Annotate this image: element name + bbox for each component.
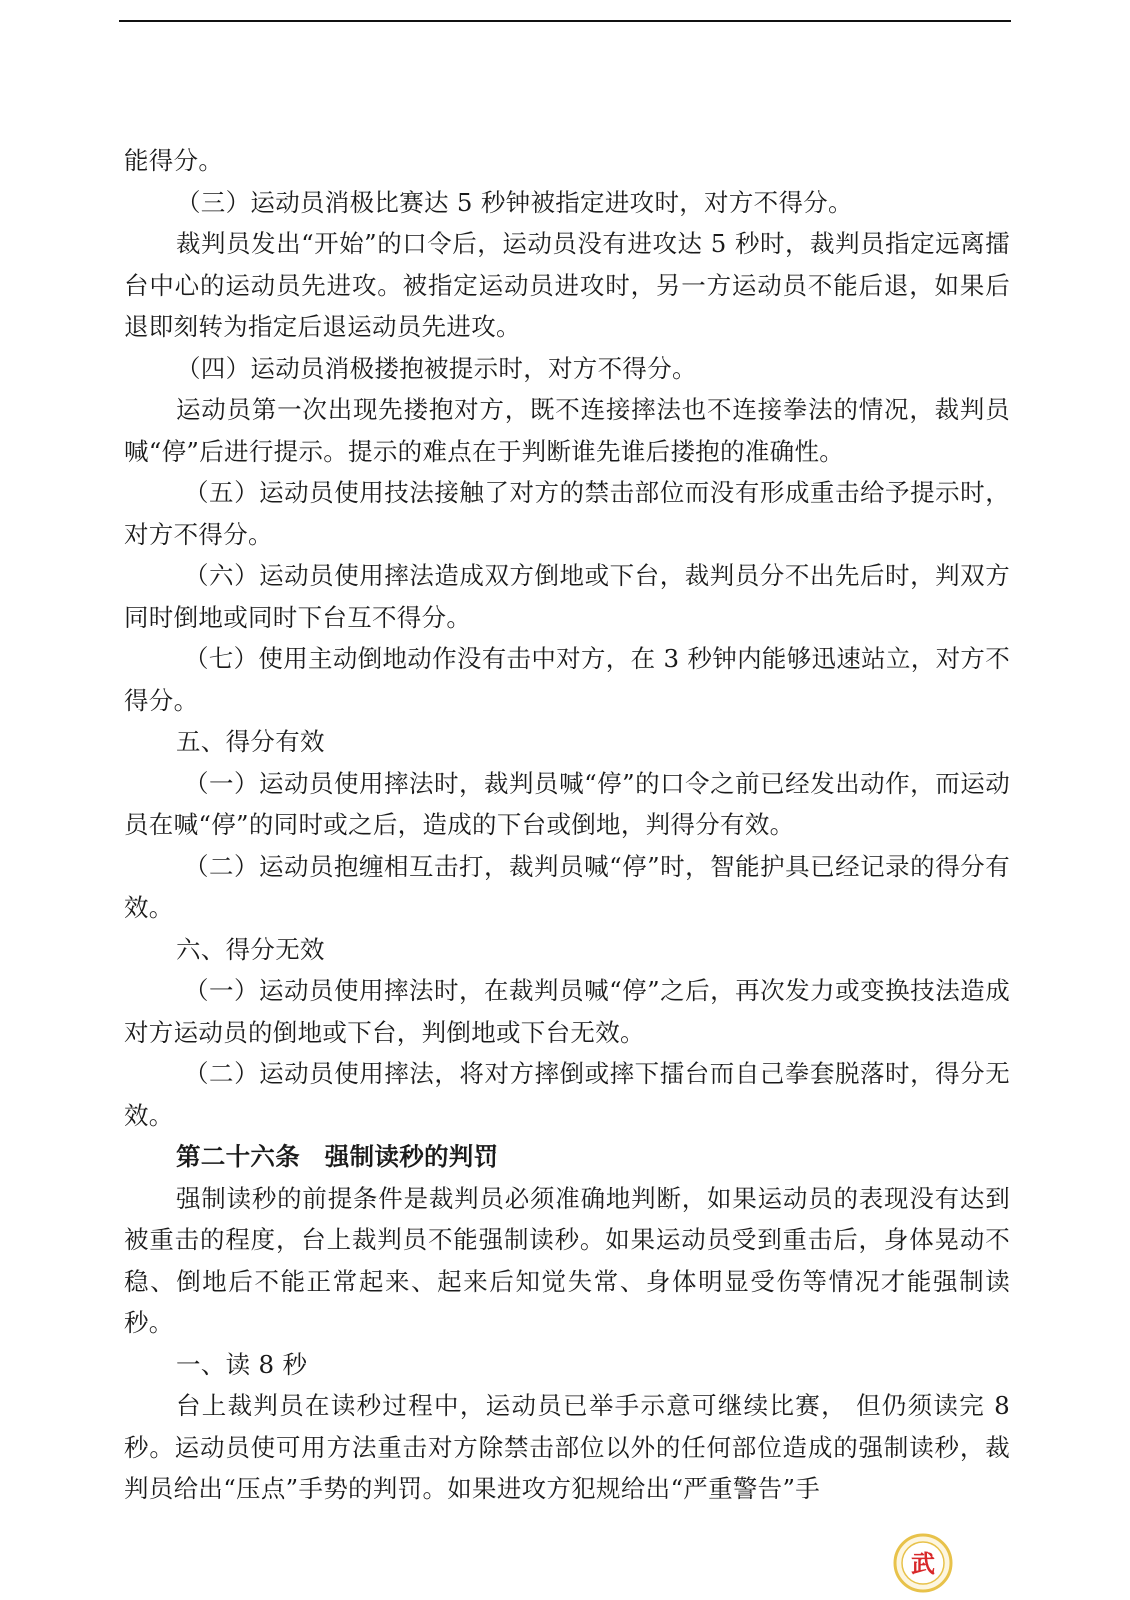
paragraph: （四）运动员消极搂抱被提示时，对方不得分。	[176, 353, 697, 383]
paragraph: 台上裁判员在读秒过程中，运动员已举手示意可继续比赛， 但仍须读完 8 秒。运动员使可用方法重击对方除禁击部位以外的任何部位造成的强制读秒，裁判员给出“压点”手势的判罚。如果进攻方犯规给出“严重警告”手	[124, 1391, 1010, 1503]
wushu-emblem-icon	[893, 1533, 953, 1593]
paragraph: （六）运动员使用摔法造成双方倒地或下台，裁判员分不出先后时，判双方同时倒地或同时下台互不得分。	[124, 561, 1010, 632]
paragraph: （三）运动员消极比赛达 5 秒钟被指定进攻时，对方不得分。	[176, 187, 853, 217]
header-rule	[119, 20, 1011, 22]
section-heading: 五、得分有效	[176, 727, 325, 756]
section-heading: 一、读 8 秒	[176, 1349, 308, 1379]
document-body	[124, 140, 1010, 1510]
article-heading: 第二十六条 强制读秒的判罚	[176, 1142, 499, 1171]
paragraph: （七）使用主动倒地动作没有击中对方，在 3 秒钟内能够迅速站立，对方不得分。	[124, 644, 1010, 715]
paragraph: （五）运动员使用技法接触了对方的禁击部位而没有形成重击给予提示时，对方不得分。	[124, 478, 1010, 549]
paragraph: （一）运动员使用摔法时，在裁判员喊“停”之后，再次发力或变换技法造成对方运动员的倒地或下台，判倒地或下台无效。	[124, 976, 1010, 1047]
paragraph: （一）运动员使用摔法时，裁判员喊“停”的口令之前已经发出动作，而运动员在喊“停”的同时或之后，造成的下台或倒地，判得分有效。	[124, 768, 1010, 839]
emblem-glyph: 武	[911, 1550, 935, 1578]
section-heading: 六、得分无效	[176, 934, 325, 964]
paragraph: 能得分。	[124, 146, 224, 175]
paragraph: （二）运动员抱缠相互击打，裁判员喊“停”时，智能护具已经记录的得分有效。	[124, 851, 1010, 922]
paragraph: （二）运动员使用摔法，将对方摔倒或摔下擂台而自己拳套脱落时，得分无效。	[124, 1059, 1010, 1130]
paragraph: 运动员第一次出现先搂抱对方，既不连接摔法也不连接拳法的情况，裁判员喊“停”后进行提示。提示的难点在于判断谁先谁后搂抱的准确性。	[124, 395, 1010, 466]
paragraph: 裁判员发出“开始”的口令后，运动员没有进攻达 5 秒时，裁判员指定远离擂台中心的运动员先进攻。被指定运动员进攻时，另一方运动员不能后退，如果后退即刻转为指定后退运动员先进攻。	[124, 229, 1010, 341]
paragraph: 强制读秒的前提条件是裁判员必须准确地判断，如果运动员的表现没有达到被重击的程度，台上裁判员不能强制读秒。如果运动员受到重击后，身体晃动不稳、倒地后不能正常起来、起来后知觉失常、身体明显受伤等情况才能强制读秒。	[124, 1183, 1010, 1337]
